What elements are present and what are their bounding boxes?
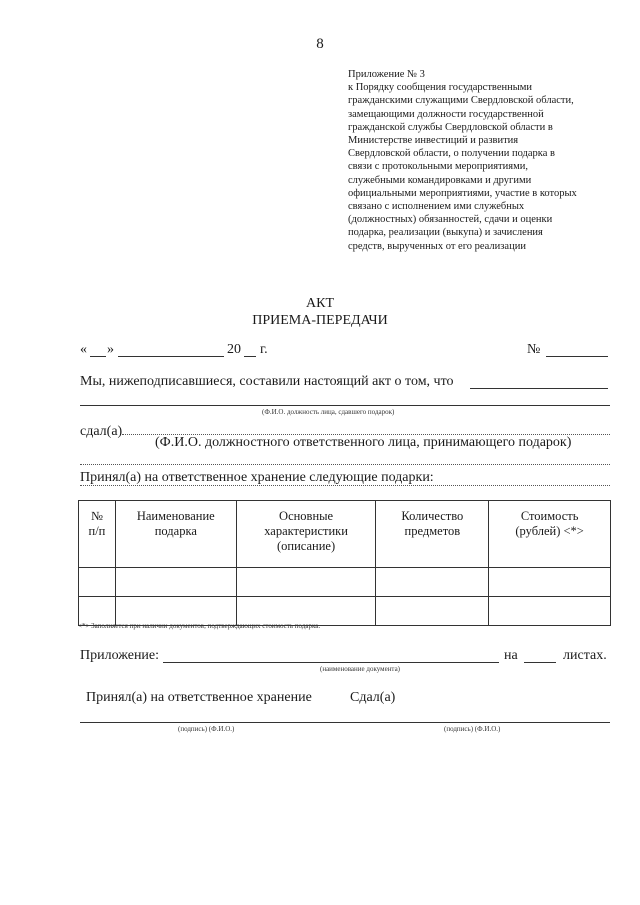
statement-text: Мы, нижеподписавшиеся, составили настоящий акт о том, что: [80, 374, 454, 389]
table-cell[interactable]: [489, 568, 611, 597]
col-header-line: Количество: [401, 509, 464, 523]
signature-line[interactable]: [80, 722, 610, 723]
col-header-line: Наименование: [136, 509, 215, 523]
sheets-count-field[interactable]: [524, 662, 556, 663]
accepted-signature-label: Принял(а) на ответственное хранение: [86, 690, 312, 705]
appendix-line: связано с исполнением ими служебных: [348, 201, 525, 213]
giver-field[interactable]: [80, 405, 610, 406]
number-sign: №: [527, 342, 541, 357]
appendix-line: Приложение № 3: [348, 69, 425, 80]
year-prefix: 20: [227, 342, 241, 357]
year-field[interactable]: [244, 356, 256, 357]
appendix-line: (должностных) обязанностей, сдачи и оценки: [348, 214, 553, 226]
giver-caption: (Ф.И.О. должность лица, сдавшего подарок): [262, 408, 395, 416]
col-header-characteristics: [236, 501, 376, 568]
table-header-row: [79, 501, 611, 568]
appendix-line: Свердловской области, о получении подарка в: [348, 148, 555, 160]
col-header-line: №: [90, 509, 103, 523]
appendix-line: Министерстве инвестиций и развития: [348, 135, 519, 147]
col-header-line: п/п: [88, 524, 106, 538]
attachment-label: Приложение:: [80, 648, 160, 663]
year-suffix: г.: [260, 342, 268, 357]
day-field[interactable]: [90, 356, 106, 357]
receiver-caption: (Ф.И.О. должностного ответственного лица, принимающего подарок): [155, 435, 572, 450]
handed-signature-label: Сдал(а): [350, 690, 396, 705]
appendix-header: [348, 68, 610, 253]
col-header-name: [115, 501, 236, 568]
appendix-line: к Порядку сообщения государственными: [348, 82, 533, 94]
date-open-quote: «: [80, 342, 87, 357]
table-cell[interactable]: [115, 568, 236, 597]
col-header-line: Основные: [279, 509, 334, 523]
statement-field[interactable]: [470, 388, 608, 389]
col-header-line: Стоимость: [520, 509, 579, 523]
accepted-underline: [80, 485, 610, 486]
signature-caption-left: (подпись) (Ф.И.О.): [178, 725, 235, 733]
appendix-line: средств, вырученных от его реализации: [348, 240, 526, 252]
act-number-field[interactable]: [546, 356, 608, 357]
doc-title: АКТ: [306, 296, 334, 311]
table-cell[interactable]: [236, 568, 376, 597]
accepted-line: Принял(а) на ответственное хранение следующие подарки:: [80, 470, 434, 485]
appendix-line: замещающими должности государственной: [348, 108, 544, 120]
handed-label: сдал(а): [80, 424, 123, 439]
appendix-line: гражданскими служащими Свердловской области,: [348, 95, 574, 107]
signature-caption-right: (подпись) (Ф.И.О.): [444, 725, 501, 733]
table-cell[interactable]: [79, 568, 116, 597]
page-number: 8: [316, 36, 324, 52]
gifts-table: [78, 500, 611, 626]
col-header-line: подарка: [154, 524, 197, 538]
attachment-field[interactable]: [163, 662, 499, 663]
footnote: <*> Заполняется при наличии документов, подтверждающих стоимость подарка.: [78, 622, 321, 630]
doc-subtitle: ПРИЕМА-ПЕРЕДАЧИ: [252, 313, 388, 328]
month-field[interactable]: [118, 356, 224, 357]
attachment-on: на: [504, 648, 518, 663]
table-row: [79, 568, 611, 597]
table-cell[interactable]: [376, 597, 489, 626]
col-header-number: [79, 501, 116, 568]
table-cell[interactable]: [376, 568, 489, 597]
col-header-line: предметов: [404, 524, 461, 538]
col-header-cost: [489, 501, 611, 568]
date-close-quote: »: [107, 342, 114, 357]
receiver-field[interactable]: [80, 464, 610, 465]
col-header-line: (рублей) <*>: [515, 524, 584, 538]
appendix-line: официальными мероприятиями, участие в которых: [348, 187, 577, 199]
attachment-sheets: листах.: [563, 648, 607, 663]
table-cell[interactable]: [489, 597, 611, 626]
col-header-quantity: [376, 501, 489, 568]
attachment-caption: (наименование документа): [320, 665, 401, 673]
appendix-line: гражданской службы Свердловской области в: [348, 121, 553, 133]
appendix-line: служебными командировками и другими: [348, 174, 532, 186]
appendix-line: связи с протокольными мероприятиями,: [348, 161, 528, 173]
appendix-line: подарка, реализации (выкупа) и зачисления: [348, 227, 543, 239]
col-header-line: характеристики: [264, 524, 348, 538]
col-header-line: (описание): [277, 539, 336, 553]
